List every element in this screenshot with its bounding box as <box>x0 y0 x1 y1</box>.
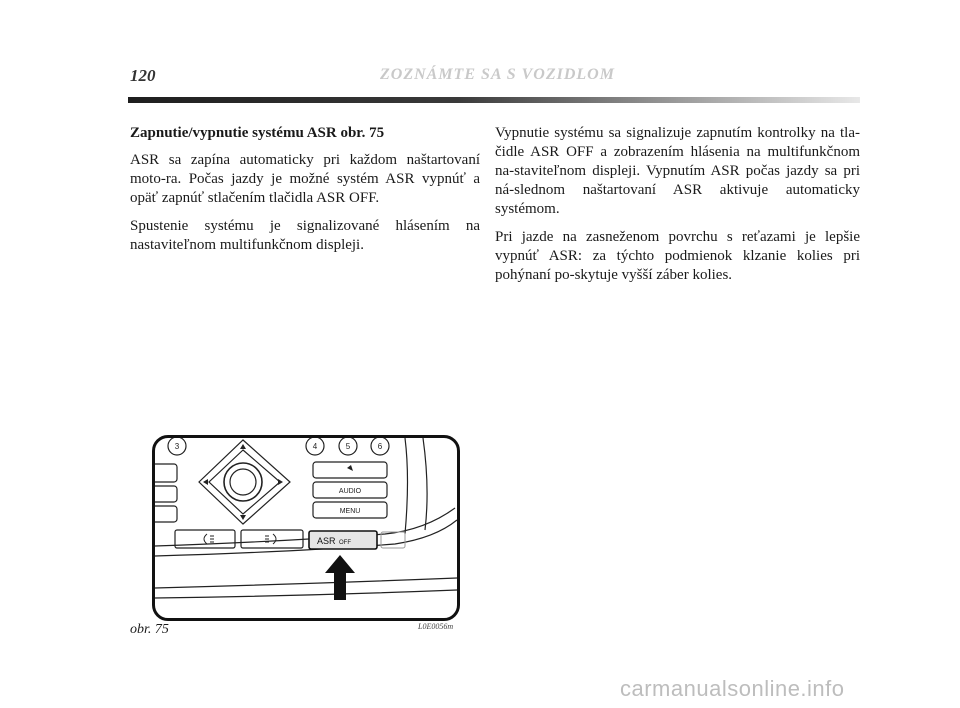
preset-4-label: 4 <box>312 442 318 451</box>
asr-off-label: OFF <box>339 540 351 546</box>
preset-3-label: 3 <box>174 442 180 451</box>
menu-label: MENU <box>339 508 361 515</box>
watermark: carmanualsonline.info <box>620 676 845 701</box>
right-paragraph-2: Pri jazde na zasneženom povrchu s reťazami je lepšie vypnúť ASR: za týchto podmienok klzanie kolies pri pohýnaní po-skytuje vyšší záber kolies. <box>495 229 860 283</box>
dashboard-illustration <box>155 438 457 618</box>
preset-6-label: 6 <box>377 442 383 451</box>
page-number: 120 <box>130 66 156 85</box>
left-paragraph-2: Spustenie systému je signalizované hlásením na nastaviteľnom multifunkčnom displeji. <box>130 218 480 253</box>
figure-code: L0E0056m <box>418 622 454 631</box>
right-paragraph-1: Vypnutie systému sa signalizuje zapnutím kontrolky na tla-čidle ASR OFF a zobrazením hlásenia na multifunkčnom na-staviteľnom displeji. Vypnutím ASR počas jazdy sa pri ná-slednom naštartovaní ASR aktivuje automaticky systémom. <box>495 125 860 217</box>
left-column <box>130 124 480 264</box>
figure-asr-button <box>152 435 460 621</box>
left-paragraph-1: ASR sa zapína automaticky pri každom naštartovaní moto-ra. Počas jazdy je možné systém ASR vypnúť a opäť zapnúť stlačením tlačidla ASR OFF. <box>130 152 480 206</box>
header-rule <box>128 97 860 103</box>
section-title: ZOZNÁMTE SA S VOZIDLOM <box>380 66 615 83</box>
preset-5-label: 5 <box>345 442 351 451</box>
right-column <box>495 124 860 294</box>
asr-heading: Zapnutie/vypnutie systému ASR obr. 75 <box>130 125 385 141</box>
audio-label: AUDIO <box>338 488 362 495</box>
figure-caption: obr. 75 <box>130 622 169 637</box>
asr-label: ASR <box>317 536 336 546</box>
